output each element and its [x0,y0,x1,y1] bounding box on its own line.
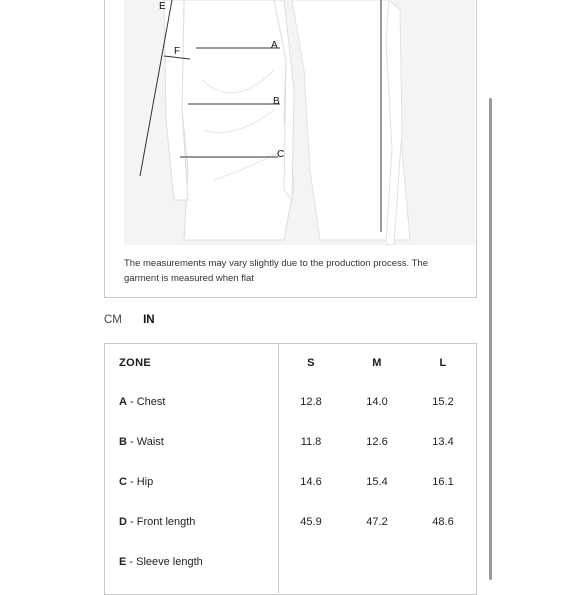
table-row [119,516,195,528]
cell-m: 14.0 [366,396,388,408]
unit-in-button[interactable]: IN [143,314,155,326]
zone-name: - Chest [126,396,166,408]
garment-figure [124,0,475,245]
cell-s: 14.6 [300,476,322,488]
zone-letter: D [119,516,127,528]
zone-letter: B [119,436,127,448]
table-row [119,436,164,448]
zone-letter: E [119,556,127,568]
dress-back-view [292,0,410,245]
cell-l: 13.4 [432,436,454,448]
zone-letter: A [119,396,127,408]
dress-illustration [124,0,475,245]
table-row [119,396,165,408]
label-c: C [277,149,285,160]
cell-s: 12.8 [300,396,322,408]
table-row [119,556,203,568]
table-divider [278,343,279,593]
header-zone: ZONE [119,357,152,369]
cell-m: 15.4 [366,476,388,488]
cell-l: 16.1 [432,476,454,488]
label-f: F [174,46,181,57]
label-b: B [273,96,280,107]
cell-s: 45.9 [300,516,322,528]
cell-s: 11.8 [300,436,322,448]
unit-cm-button[interactable]: CM [104,314,122,326]
label-e: E [159,1,166,12]
cell-m: 47.2 [366,516,388,528]
cell-l: 48.6 [432,516,454,528]
zone-name: - Hip [126,476,154,488]
measurement-note: The measurements may vary slightly due to the production process. The garment is measured when flat [124,258,428,284]
dress-front-view [164,0,294,240]
scrollbar[interactable] [489,98,492,580]
cell-l: 15.2 [432,396,454,408]
zone-letter: C [119,476,127,488]
unit-toggle [104,314,173,326]
header-size-l: L [439,357,447,369]
header-size-s: S [307,357,315,369]
zone-name: - Front length [126,516,196,528]
table-row [119,476,153,488]
zone-name: - Waist [126,436,164,448]
label-a: A [271,40,278,51]
cell-m: 12.6 [366,436,388,448]
header-size-m: M [372,357,382,369]
zone-name: - Sleeve length [126,556,203,568]
